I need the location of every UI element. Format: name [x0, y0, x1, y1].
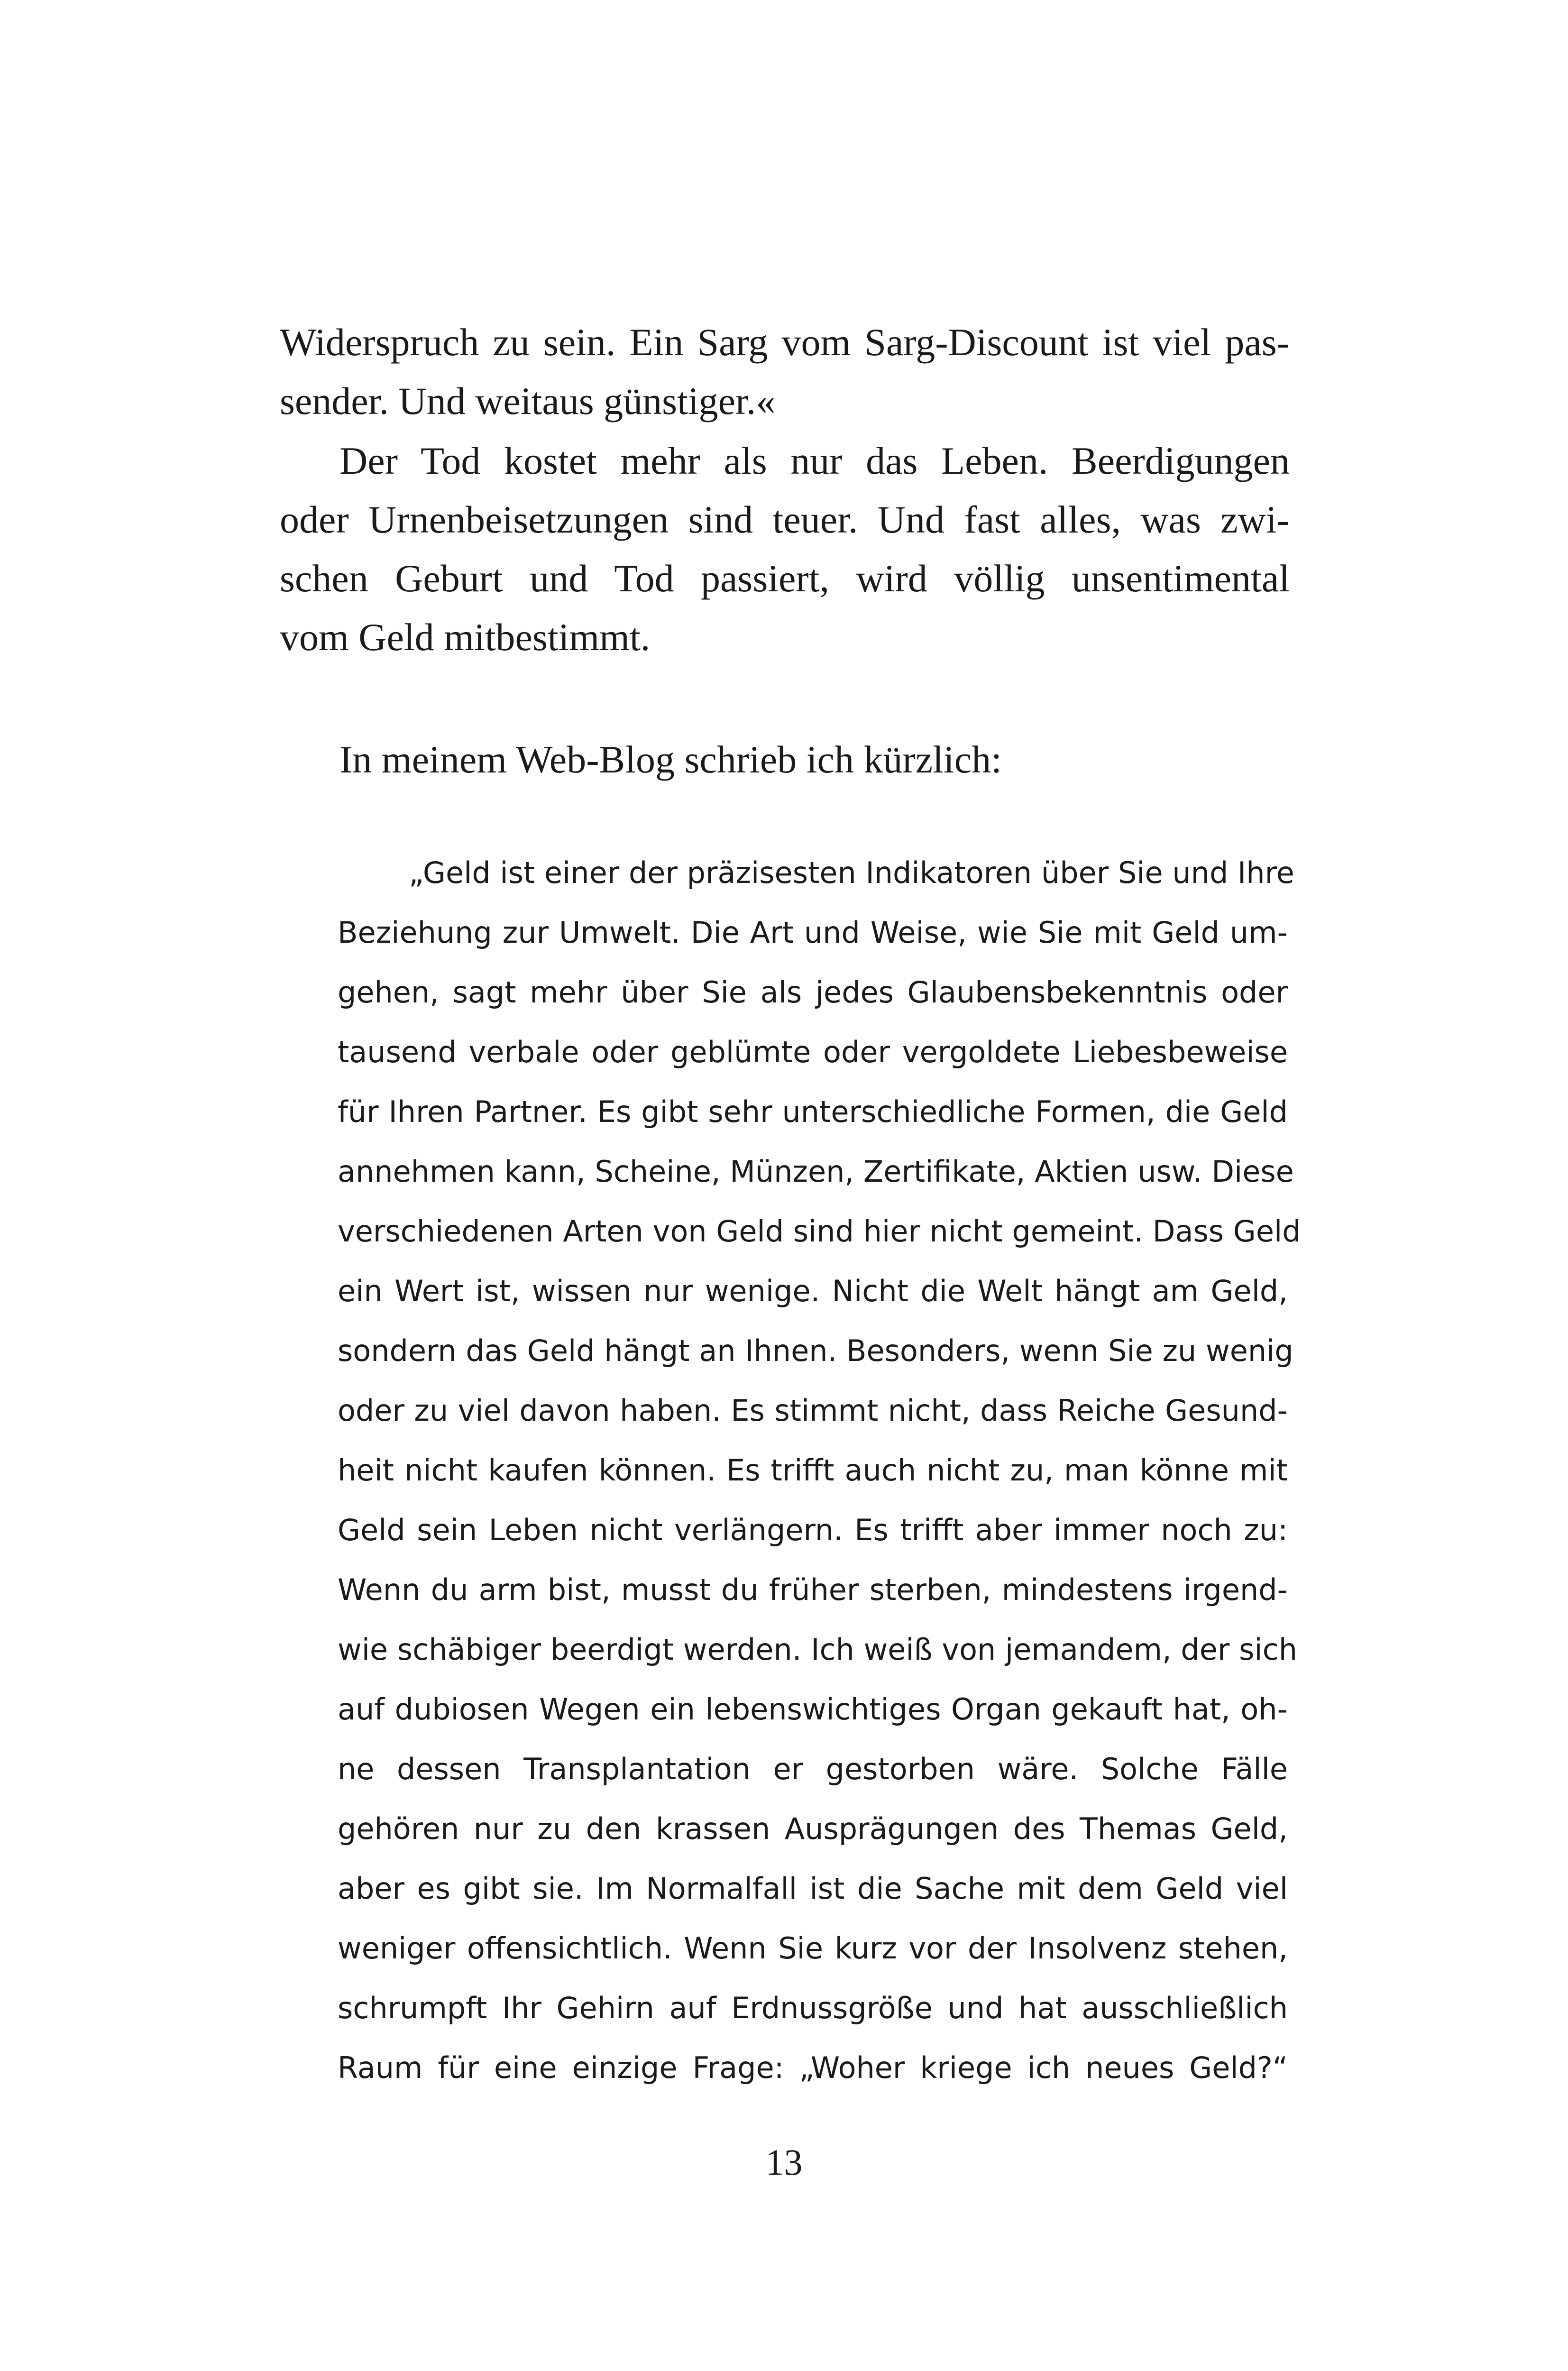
quote-line: ne dessen Transplantation er gestorben wäre. Solche Fälle	[338, 1752, 1288, 1786]
quote-line: Raum für eine einzige Frage: „Woher kriege ich neues Geld?“	[338, 2050, 1288, 2085]
quote-line: annehmen kann, Scheine, Münzen, Zertifikate, Aktien usw. Diese	[338, 1154, 1294, 1189]
paragraph-death-cost	[280, 432, 1290, 667]
text-line: schen Geburt und Tod passiert, wird völlig unsentimental	[280, 557, 1290, 600]
blog-quote	[338, 843, 1301, 2098]
page-number: 13	[765, 2141, 803, 2183]
quote-line: auf dubiosen Wegen ein lebenswichtiges Organ gekauft hat, oh-	[338, 1692, 1288, 1727]
quote-line: weniger offensichtlich. Wenn Sie kurz vor der Insolvenz stehen,	[338, 1931, 1288, 1966]
quote-line: ein Wert ist, wissen nur wenige. Nicht die Welt hängt am Geld,	[338, 1274, 1288, 1308]
quote-line: gehen, sagt mehr über Sie als jedes Glaubensbekenntnis oder	[338, 975, 1288, 1010]
quote-line: aber es gibt sie. Im Normalfall ist die Sache mit dem Geld viel	[338, 1871, 1288, 1906]
quote-line: für Ihren Partner. Es gibt sehr unterschiedliche Formen, die Geld	[338, 1094, 1288, 1129]
quote-line: gehören nur zu den krassen Ausprägungen des Themas Geld,	[338, 1811, 1288, 1846]
quote-line: verschiedenen Arten von Geld sind hier nicht gemeint. Dass Geld	[338, 1214, 1301, 1249]
quote-line: tausend verbale oder geblümte oder vergoldete Liebesbeweise	[338, 1035, 1288, 1069]
quote-line: sondern das Geld hängt an Ihnen. Besonders, wenn Sie zu wenig	[338, 1333, 1293, 1368]
text-line: Der Tod kostet mehr als nur das Leben. Beerdigungen	[339, 439, 1290, 482]
text-line: oder Urnenbeisetzungen sind teuer. Und fast alles, was zwi-	[280, 498, 1290, 541]
text-line: vom Geld mitbestimmt.	[280, 616, 651, 659]
paragraph-continuation	[280, 313, 1290, 431]
text-line: In meinem Web-Blog schrieb ich kürzlich:	[339, 738, 1002, 781]
quote-line: heit nicht kaufen können. Es trifft auch nicht zu, man könne mit	[338, 1453, 1288, 1488]
quote-line: Geld sein Leben nicht verlängern. Es trifft aber immer noch zu:	[338, 1513, 1288, 1547]
quote-line: schrumpft Ihr Gehirn auf Erdnussgröße und hat ausschließlich	[338, 1991, 1288, 2025]
text-line: sender. Und weitaus günstiger.«	[280, 379, 776, 423]
quote-intro	[280, 730, 1290, 789]
text-line: Widerspruch zu sein. Ein Sarg vom Sarg-Discount ist viel pas-	[280, 321, 1290, 364]
quote-line: Wenn du arm bist, musst du früher sterben, mindestens irgend-	[338, 1572, 1288, 1607]
quote-line: wie schäbiger beerdigt werden. Ich weiß von jemandem, der sich	[338, 1632, 1298, 1667]
quote-line: „Geld ist einer der präzisesten Indikatoren über Sie und Ihre	[409, 855, 1294, 890]
quote-line: oder zu viel davon haben. Es stimmt nicht, dass Reiche Gesund-	[338, 1393, 1288, 1428]
quote-line: Beziehung zur Umwelt. Die Art und Weise, wie Sie mit Geld um-	[338, 915, 1288, 950]
